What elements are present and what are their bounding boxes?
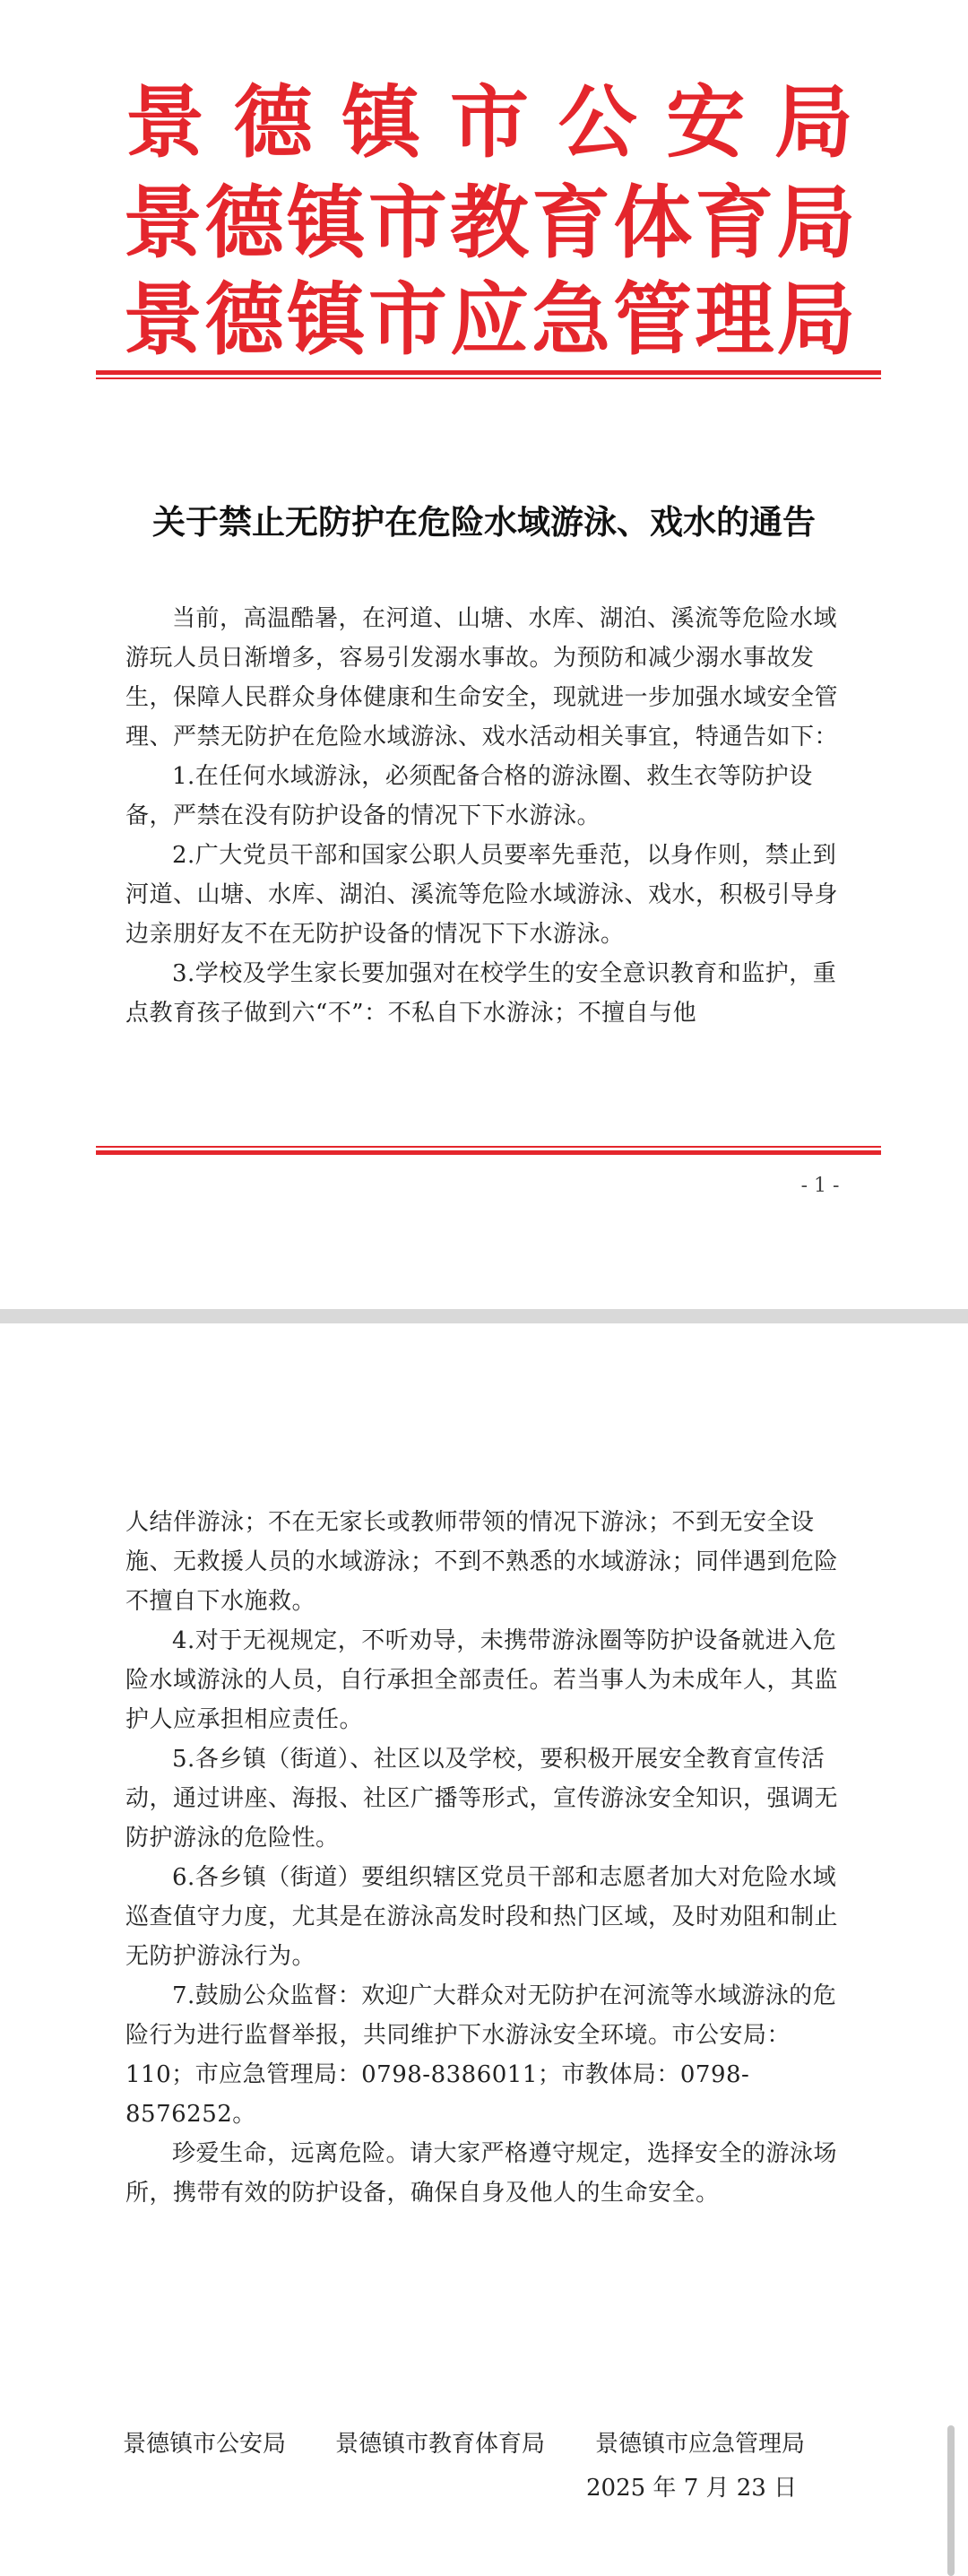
header-char: 镇 <box>341 75 421 169</box>
header-char: 育 <box>695 176 774 269</box>
paragraph-item-1: 1.在任何水域游泳，必须配备合格的游泳圈、救生衣等防护设备，严禁在没有防护设备的情况下下水游泳。 <box>125 763 813 829</box>
scrollbar[interactable] <box>947 2425 955 2576</box>
issuer-header-education-sports <box>122 176 857 269</box>
signatory-row <box>123 2426 858 2462</box>
header-char: 镇 <box>286 176 366 269</box>
paragraph-item-2: 2.广大党员干部和国家公职人员要率先垂范，以身作则，禁止到河道、山塘、水库、湖泊、溪流等危险水域游泳、戏水，积极引导身边亲朋好友不在无防护设备的情况下下水游泳。 <box>125 842 839 948</box>
header-char: 景 <box>123 176 203 269</box>
notice-title: 关于禁止无防护在危险水域游泳、戏水的通告 <box>152 502 816 542</box>
header-char: 德 <box>204 176 284 269</box>
footer-red-rule-thick <box>96 1150 881 1155</box>
header-char: 局 <box>776 176 856 269</box>
signatory-emergency-management: 景德镇市应急管理局 <box>595 2431 806 2458</box>
notice-body-page-1 <box>125 599 848 1033</box>
paragraph-item-6: 6.各乡镇（街道）要组织辖区党员干部和志愿者加大对危险水域巡查值守力度，尤其是在游泳高发时段和热门区域，及时劝阻和制止无防护游泳行为。 <box>125 1864 839 1970</box>
issuer-header-public-security <box>122 75 857 169</box>
header-char: 安 <box>666 75 746 169</box>
header-char: 德 <box>204 273 284 366</box>
header-char: 急 <box>532 273 611 366</box>
paragraph-item-4: 4.对于无视规定，不听劝导，未携带游泳圈等防护设备就进入危险水域游泳的人员，自行承担全部责任。若当事人为未成年人，其监护人应承担相应责任。 <box>125 1627 839 1733</box>
header-char: 景 <box>125 75 204 169</box>
header-char: 理 <box>695 273 774 366</box>
header-char: 局 <box>776 273 856 366</box>
header-char: 公 <box>557 75 637 169</box>
header-char: 市 <box>367 273 447 366</box>
header-char: 景 <box>123 273 203 366</box>
header-char: 镇 <box>286 273 366 366</box>
page-separator <box>0 1309 968 1323</box>
signatory-education-sports: 景德镇市教育体育局 <box>335 2431 546 2458</box>
issue-date: 2025 年 7 月 23 日 <box>586 2475 798 2502</box>
header-char: 教 <box>449 176 529 269</box>
header-red-rule-thick <box>96 370 881 375</box>
paragraph-item-5: 5.各乡镇（街道）、社区以及学校，要积极开展安全教育宣传活动，通过讲座、海报、社区广播等形式，宣传游泳安全知识，强调无防护游泳的危险性。 <box>125 1746 839 1852</box>
page-number: - 1 - <box>800 1175 840 1197</box>
notice-body-page-2 <box>125 1503 848 2213</box>
header-char: 育 <box>532 176 611 269</box>
header-char: 市 <box>449 75 529 169</box>
header-char: 体 <box>613 176 693 269</box>
issuer-header-emergency-management <box>122 273 857 366</box>
paragraph-item-7: 7.鼓励公众监督：欢迎广大群众对无防护在河流等水域游泳的危险行为进行监督举报，共同维护下水游泳安全环境。市公安局：110；市应急管理局：0798-8386011；市教体局：0798-8576252。 <box>125 1982 837 2128</box>
header-char: 德 <box>233 75 313 169</box>
header-char: 管 <box>613 273 693 366</box>
paragraph-item-3-continued: 人结伴游泳；不在无家长或教师带领的情况下游泳；不到无安全设施、无救援人员的水域游泳；不到不熟悉的水域游泳；同伴遇到危险不擅自下水施救。 <box>125 1509 839 1615</box>
header-red-rule-thin <box>96 377 881 379</box>
paragraph-item-3: 3.学校及学生家长要加强对在校学生的安全意识教育和监护，重点教育孩子做到六“不”：不私自下水游泳；不擅自与他 <box>125 960 837 1027</box>
header-char: 市 <box>367 176 447 269</box>
header-char: 局 <box>774 75 853 169</box>
signatory-public-security: 景德镇市公安局 <box>123 2431 287 2458</box>
paragraph-closing: 珍爱生命，远离危险。请大家严格遵守规定，选择安全的游泳场所，携带有效的防护设备，确保自身及他人的生命安全。 <box>125 2140 838 2207</box>
header-char: 应 <box>449 273 529 366</box>
paragraph-intro: 当前，高温酷暑，在河道、山塘、水库、湖泊、溪流等危险水域游玩人员日渐增多，容易引发溺水事故。为预防和减少溺水事故发生，保障人民群众身体健康和生命安全，现就进一步加强水域安全管理、严禁无防护在危险水域游泳、戏水活动相关事宜，特通告如下： <box>125 605 839 750</box>
footer-red-rule-thin <box>96 1146 881 1148</box>
